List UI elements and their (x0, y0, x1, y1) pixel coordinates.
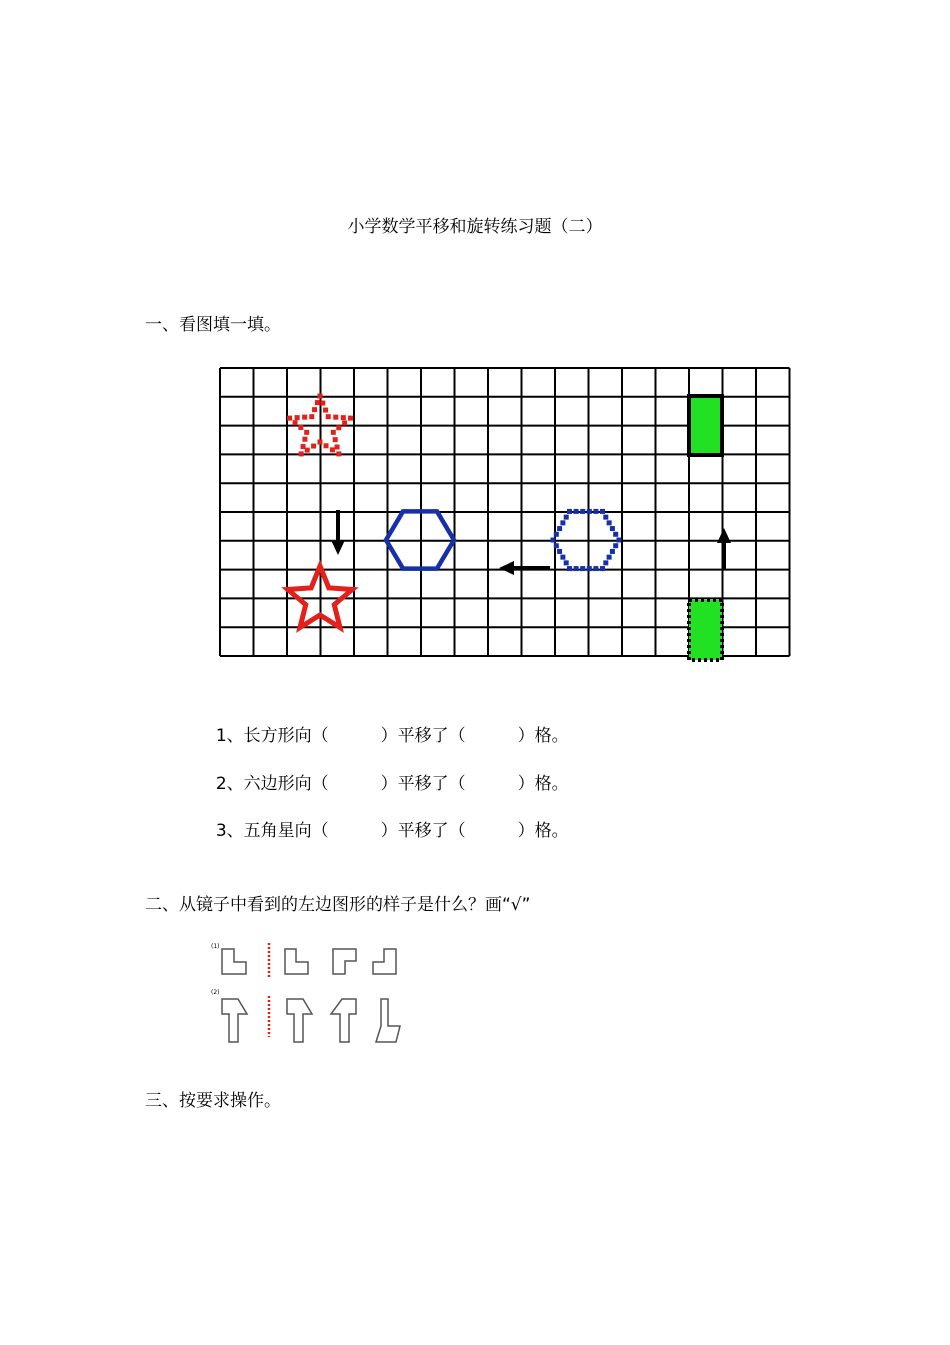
arrow-up-icon (717, 528, 731, 569)
star-dot (320, 401, 325, 406)
hexagon-original-dotted (551, 509, 622, 571)
row-label-1: (1) (211, 943, 220, 950)
star-dot (326, 414, 331, 419)
star-translated (288, 566, 353, 628)
hexagon-dot (613, 543, 618, 548)
star-dot (315, 400, 320, 405)
hexagon-dot (560, 520, 565, 525)
hexagon-dot (580, 509, 585, 514)
rectangle-original (689, 600, 722, 660)
arrow-down-icon (331, 510, 345, 555)
section-2-heading: 二、从镜子中看到的左边图形的样子是什么？画“√” (145, 895, 531, 915)
hexagon-dot (607, 520, 612, 525)
t-shape-option-a (287, 999, 312, 1042)
hexagon-dot (564, 560, 569, 565)
star-original-dotted (287, 394, 353, 457)
star-dot (331, 430, 336, 435)
hexagon-dot (574, 509, 579, 514)
star-dot (293, 420, 298, 425)
star-dot (335, 444, 340, 449)
star-dot (287, 416, 292, 421)
star-dot (295, 415, 300, 420)
l-shape-option-b (333, 949, 356, 974)
star-dot (318, 394, 323, 399)
hexagon-dot (554, 543, 559, 548)
hexagon-dot (567, 566, 572, 571)
star-dot (301, 444, 306, 449)
l-shape-original (222, 949, 246, 974)
hexagon-dot (551, 538, 556, 543)
star-dot (299, 451, 304, 456)
hexagon-dot (593, 509, 598, 514)
t-shape-option-b (331, 999, 356, 1042)
star-dot (312, 407, 317, 412)
star-dot (302, 437, 307, 442)
question-2: 2、六边形向（ ）平移了（ ）格。 (215, 774, 569, 794)
hexagon-dot (587, 509, 592, 514)
star-dot (323, 408, 328, 413)
section-1-heading: 一、看图填一填。 (145, 315, 281, 335)
star-dot (348, 416, 353, 421)
star-dot (330, 447, 335, 452)
l-shape-option-a (285, 949, 308, 974)
hexagon-dot (567, 509, 572, 514)
star-dot (333, 437, 338, 442)
star-dot (309, 414, 314, 419)
hexagon-dot (564, 515, 569, 520)
hexagon-dot (557, 549, 562, 554)
star-dot (336, 425, 341, 430)
star-dot (304, 430, 309, 435)
row-label-2: (2) (211, 989, 220, 996)
hexagon-translated (386, 511, 454, 568)
hexagon-dot (600, 509, 605, 514)
hexagon-dot (574, 566, 579, 571)
star-dot (341, 415, 346, 420)
page-title: 小学数学平移和旋转练习题（二） (347, 217, 603, 237)
hexagon-dot (587, 566, 592, 571)
star-dot (342, 420, 347, 425)
hexagon-dot (610, 526, 615, 531)
hexagon-dot (613, 532, 618, 537)
star-dot (311, 444, 316, 449)
t-shape-option-c (376, 999, 400, 1042)
question-3: 3、五角星向（ ）平移了（ ）格。 (215, 821, 569, 841)
hexagon-dot (557, 526, 562, 531)
hexagon-dot (580, 566, 585, 571)
t-shape-original (222, 999, 247, 1042)
star-dot (333, 415, 338, 420)
star-dot (305, 448, 310, 453)
star-dot (318, 440, 323, 445)
hexagon-dot (610, 549, 615, 554)
star-dot (298, 425, 303, 430)
hexagon-dot (607, 555, 612, 560)
question-1: 1、长方形向（ ）平移了（ ）格。 (215, 726, 569, 746)
hexagon-dot (600, 566, 605, 571)
rectangle-translated (689, 396, 722, 455)
grid (220, 368, 790, 656)
hexagon-dot (560, 555, 565, 560)
star-dot (302, 415, 307, 420)
star-dot (324, 443, 329, 448)
hexagon-dot (617, 538, 622, 543)
hexagon-dot (603, 515, 608, 520)
hexagon-dot (603, 560, 608, 565)
arrow-left-icon (499, 561, 550, 575)
hexagon-dot (554, 532, 559, 537)
l-shape-option-c (373, 949, 396, 974)
hexagon-dot (593, 566, 598, 571)
star-dot (336, 451, 341, 456)
section-3-heading: 三、按要求操作。 (145, 1091, 281, 1111)
